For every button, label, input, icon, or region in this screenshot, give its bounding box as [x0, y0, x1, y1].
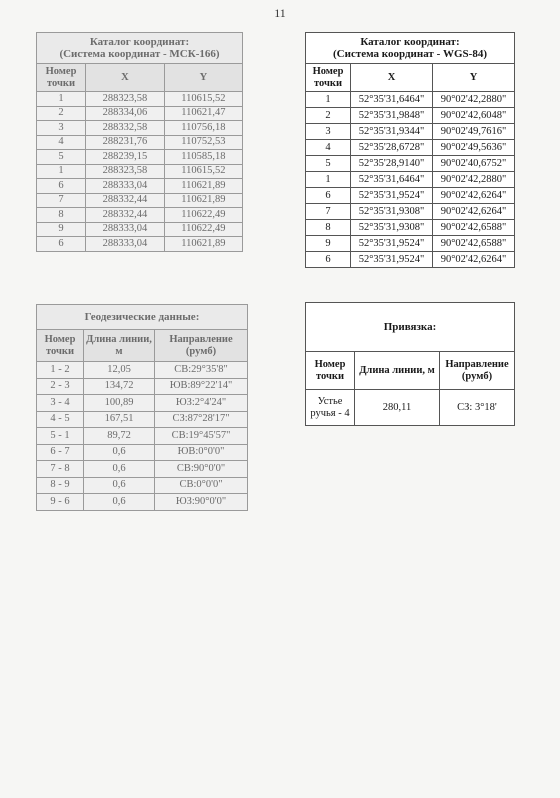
table-cell: 90°02'42,6588" — [433, 220, 515, 236]
table-cell: 288334,06 — [86, 106, 165, 121]
table-cell: 3 - 4 — [37, 395, 84, 412]
table-cell: 288332,44 — [86, 193, 165, 208]
table-row — [37, 411, 248, 428]
table-row — [306, 124, 515, 140]
table-row — [306, 236, 515, 252]
table-row — [37, 121, 243, 136]
table-cell: 9 — [37, 222, 86, 237]
table-cell: Устье ручья - 4 — [306, 390, 355, 426]
table-cell: 100,89 — [84, 395, 155, 412]
table-row — [37, 428, 248, 445]
msk-title-line2: (Система координат - МСК-166) — [59, 48, 220, 60]
header-line-length: Длина линии, м — [84, 330, 155, 362]
table-row — [306, 188, 515, 204]
table-cell: 2 - 3 — [37, 378, 84, 395]
table-row — [37, 461, 248, 478]
table-cell: 110615,52 — [164, 164, 242, 179]
table-cell: 90°02'49,5636" — [433, 140, 515, 156]
table-row — [37, 237, 243, 252]
table-cell: 0,6 — [84, 477, 155, 494]
table-row — [306, 390, 515, 426]
table-cell: 110621,89 — [164, 237, 242, 252]
table-cell: 110622,49 — [164, 222, 242, 237]
table-cell: 288333,04 — [86, 222, 165, 237]
table-cell: 4 — [37, 135, 86, 150]
table-cell: 3 — [37, 121, 86, 136]
table-cell: 90°02'40,6752" — [433, 156, 515, 172]
table-cell: 1 - 2 — [37, 362, 84, 379]
table-cell: 0,6 — [84, 444, 155, 461]
table-cell: 90°02'42,6264" — [433, 188, 515, 204]
table-cell: 288239,15 — [86, 150, 165, 165]
table-row — [37, 106, 243, 121]
binding-table — [305, 302, 515, 426]
table-cell: 6 - 7 — [37, 444, 84, 461]
header-x: X — [86, 64, 165, 92]
table-cell: 5 — [306, 156, 351, 172]
table-cell: СВ:29°35'8" — [155, 362, 248, 379]
table-row — [37, 193, 243, 208]
msk-table-title — [37, 33, 243, 64]
header-y: Y — [164, 64, 242, 92]
table-row — [306, 108, 515, 124]
table-row — [37, 164, 243, 179]
table-cell: 52°35'28,9140" — [351, 156, 433, 172]
table-row — [37, 92, 243, 107]
table-cell: 110621,89 — [164, 193, 242, 208]
table-cell: 90°02'42,6264" — [433, 252, 515, 268]
table-cell: 288323,58 — [86, 164, 165, 179]
table-cell: 2 — [37, 106, 86, 121]
table-cell: 6 — [306, 252, 351, 268]
table-cell: 12,05 — [84, 362, 155, 379]
table-row — [37, 395, 248, 412]
binding-table-title: Привязка: — [306, 303, 515, 352]
table-cell: 6 — [37, 179, 86, 194]
table-cell: 52°35'31,9344" — [351, 124, 433, 140]
table-row — [37, 444, 248, 461]
table-cell: 90°02'42,6588" — [433, 236, 515, 252]
table-row — [37, 494, 248, 511]
table-cell: 90°02'42,6264" — [433, 204, 515, 220]
table-row — [306, 252, 515, 268]
geodetic-data-table — [36, 304, 248, 511]
table-cell: 110621,89 — [164, 179, 242, 194]
table-cell: 167,51 — [84, 411, 155, 428]
table-row — [306, 156, 515, 172]
header-point-number: Номер точки — [37, 330, 84, 362]
table-cell: 6 — [306, 188, 351, 204]
table-row — [306, 92, 515, 108]
table-row — [37, 477, 248, 494]
msk-table-body — [37, 92, 243, 252]
table-row — [306, 204, 515, 220]
table-cell: 288333,04 — [86, 179, 165, 194]
table-cell: 4 — [306, 140, 351, 156]
wgs-table-title — [306, 33, 515, 64]
table-row — [306, 172, 515, 188]
table-row — [37, 378, 248, 395]
msk-coordinate-table — [36, 32, 243, 252]
table-cell: 7 — [37, 193, 86, 208]
table-cell: СВ:90°0'0" — [155, 461, 248, 478]
table-cell: СВ:0°0'0" — [155, 477, 248, 494]
table-cell: 1 — [306, 92, 351, 108]
table-cell: 4 - 5 — [37, 411, 84, 428]
table-row — [37, 135, 243, 150]
table-row — [306, 140, 515, 156]
page-number: 11 — [274, 6, 286, 20]
table-cell: 52°35'31,6464" — [351, 172, 433, 188]
header-x: X — [351, 64, 433, 92]
table-row — [37, 222, 243, 237]
table-cell: 52°35'31,9524" — [351, 252, 433, 268]
table-cell: 1 — [306, 172, 351, 188]
table-cell: 110621,47 — [164, 106, 242, 121]
table-row — [37, 150, 243, 165]
table-cell: 52°35'31,9524" — [351, 236, 433, 252]
table-cell: 288332,44 — [86, 208, 165, 223]
table-cell: 288231,76 — [86, 135, 165, 150]
table-cell: 52°35'31,6464" — [351, 92, 433, 108]
table-cell: 110756,18 — [164, 121, 242, 136]
table-row — [37, 362, 248, 379]
table-cell: 288332,58 — [86, 121, 165, 136]
table-cell: 288333,04 — [86, 237, 165, 252]
table-cell: 5 — [37, 150, 86, 165]
table-cell: ЮЗ:2°4'24" — [155, 395, 248, 412]
header-point-number: Номер точки — [306, 352, 355, 390]
table-cell: 280,11 — [355, 390, 440, 426]
table-cell: 1 — [37, 92, 86, 107]
table-cell: 90°02'49,7616" — [433, 124, 515, 140]
table-cell: 52°35'31,9308" — [351, 204, 433, 220]
table-cell: 52°35'28,6728" — [351, 140, 433, 156]
msk-title-line1: Каталог координат: — [89, 36, 190, 48]
table-cell: ЮЗ:90°0'0" — [155, 494, 248, 511]
wgs-title-line2: (Система координат - WGS-84) — [333, 48, 487, 60]
table-cell: 0,6 — [84, 461, 155, 478]
table-cell: СВ:19°45'57" — [155, 428, 248, 445]
table-cell: 90°02'42,6048" — [433, 108, 515, 124]
table-cell: 9 - 6 — [37, 494, 84, 511]
table-cell: 90°02'42,2880" — [433, 92, 515, 108]
header-line-length: Длина линии, м — [355, 352, 440, 390]
table-cell: 5 - 1 — [37, 428, 84, 445]
header-point-number: Номер точки — [37, 64, 86, 92]
table-cell: 3 — [306, 124, 351, 140]
table-cell: 6 — [37, 237, 86, 252]
table-cell: ЮВ:0°0'0" — [155, 444, 248, 461]
header-y: Y — [433, 64, 515, 92]
table-cell: 89,72 — [84, 428, 155, 445]
table-cell: 110615,52 — [164, 92, 242, 107]
wgs-title-line1: Каталог координат: — [360, 36, 460, 48]
header-point-number: Номер точки — [306, 64, 351, 92]
table-cell: 52°35'31,9524" — [351, 188, 433, 204]
table-cell: ЮВ:89°22'14" — [155, 378, 248, 395]
table-cell: 288323,58 — [86, 92, 165, 107]
table-cell: 2 — [306, 108, 351, 124]
table-row — [37, 179, 243, 194]
table-cell: 7 — [306, 204, 351, 220]
table-cell: 52°35'31,9848" — [351, 108, 433, 124]
table-cell: СЗ:87°28'17" — [155, 411, 248, 428]
table-cell: 7 - 8 — [37, 461, 84, 478]
wgs-table-body — [306, 92, 515, 268]
binding-table-body — [306, 390, 515, 426]
header-direction: Направление (румб) — [155, 330, 248, 362]
table-row — [306, 220, 515, 236]
geodetic-table-title: Геодезические данные: — [37, 305, 248, 330]
table-cell: 8 — [37, 208, 86, 223]
table-cell: 0,6 — [84, 494, 155, 511]
table-cell: СЗ: 3°18' — [440, 390, 515, 426]
table-cell: 9 — [306, 236, 351, 252]
wgs-coordinate-table — [305, 32, 515, 268]
table-cell: 110622,49 — [164, 208, 242, 223]
header-direction: Направление (румб) — [440, 352, 515, 390]
geodetic-table-body — [37, 362, 248, 511]
table-cell: 8 - 9 — [37, 477, 84, 494]
table-cell: 8 — [306, 220, 351, 236]
table-cell: 110752,53 — [164, 135, 242, 150]
table-cell: 90°02'42,2880" — [433, 172, 515, 188]
table-cell: 1 — [37, 164, 86, 179]
table-cell: 110585,18 — [164, 150, 242, 165]
table-cell: 134,72 — [84, 378, 155, 395]
table-row — [37, 208, 243, 223]
table-cell: 52°35'31,9308" — [351, 220, 433, 236]
